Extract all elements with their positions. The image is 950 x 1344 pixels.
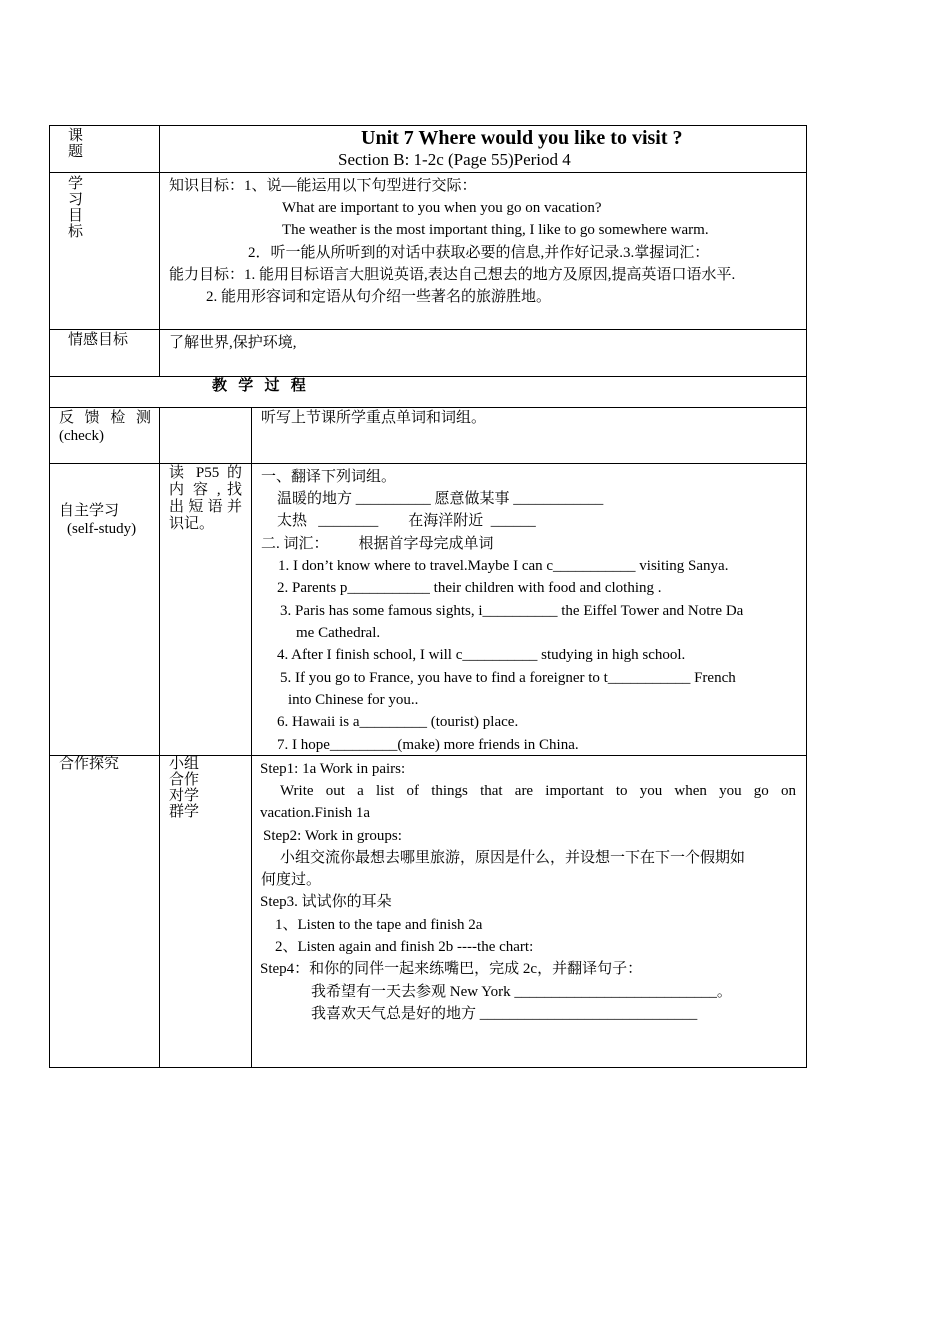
self-study-line: 2. Parents p___________ their children with food and clothing . [277, 580, 662, 596]
self-study-line: 二. 词汇： 根据首字母完成单词 [261, 536, 494, 552]
coop-method: 合作 [169, 772, 200, 788]
emotion-label: 情感目标 [68, 332, 129, 348]
self-study-line: 4. After I finish school, I will c__________ studying in high school. [277, 647, 686, 663]
page-subtitle: Section B: 1-2c (Page 55)Period 4 [338, 150, 571, 169]
coop-method: 小组 [169, 756, 200, 772]
row-divider [49, 329, 807, 330]
row-divider [49, 376, 807, 377]
page-title: Unit 7 Where would you like to visit ? [361, 127, 683, 149]
row-divider [49, 463, 807, 464]
col-divider [159, 125, 160, 376]
coop-line: 1、Listen to the tape and finish 2a [275, 917, 483, 933]
coop-line: 2、Listen again and finish 2b ----the chart: [275, 939, 534, 955]
coop-line: Step3. 试试你的耳朵 [260, 894, 392, 910]
coop-line: 我喜欢天气总是好的地方 _____________________________ [311, 1006, 698, 1022]
self-study-line: 5. If you go to France, you have to find a foreigner to t___________ French [280, 670, 736, 686]
coop-line: Step1: 1a Work in pairs: [260, 761, 406, 777]
self-study-method: 识记。 [169, 516, 215, 532]
coop-line: 我希望有一天去参观 New York ___________________________。 [311, 984, 732, 1000]
row-divider [49, 172, 807, 173]
self-study-line: me Cathedral. [296, 625, 381, 641]
self-study-line: 7. I hope_________(make) more friends in China. [277, 737, 579, 753]
coop-line: 何度过。 [261, 872, 322, 888]
col-divider [251, 407, 252, 1068]
self-study-line: 温暖的地方 __________ 愿意做某事 ____________ [277, 491, 604, 507]
coop-line: Step4：和你的同伴一起来练嘴巴，完成 2c，并翻译句子： [260, 961, 643, 977]
goals-label: 学习目标 [68, 176, 84, 240]
goals-line: What are important to you when you go on vacation? [282, 200, 602, 216]
coop-label: 合作探究 [59, 756, 120, 772]
process-heading: 教 学 过 程 [212, 378, 306, 394]
goals-line: 2. 能用形容词和定语从句介绍一些著名的旅游胜地。 [206, 289, 552, 305]
self-study-line: into Chinese for you.. [288, 692, 419, 708]
coop-line: 小组交流你最想去哪里旅游，原因是什么，并设想一下在下一个假期如 [280, 850, 746, 866]
check-label-en: (check) [59, 428, 104, 444]
self-study-method: 出 短 语 并 [169, 499, 242, 515]
self-study-label-cn: 自主学习 [59, 503, 120, 519]
self-study-method: 内 容 , 找 [169, 482, 242, 498]
header-label: 课题 [68, 128, 84, 160]
row-divider [49, 407, 807, 408]
emotion-text: 了解世界,保护环境, [169, 335, 297, 351]
row-divider [49, 755, 807, 756]
goals-line: 知识目标：1、说—能运用以下句型进行交际： [169, 178, 477, 194]
self-study-label-en: (self-study) [67, 521, 137, 537]
goals-line: 2．听一能从所听到的对话中获取必要的信息,并作好记录.3.掌握词汇： [248, 245, 710, 261]
self-study-method: 读 P55 的 [169, 465, 242, 481]
coop-line: vacation.Finish 1a [260, 805, 370, 821]
self-study-line: 太热 ________ 在海洋附近 ______ [277, 513, 536, 529]
col-divider [159, 407, 160, 1068]
coop-line: Step2: Work in groups: [263, 828, 402, 844]
coop-line: Write out a list of things that are important to you when you go on [280, 783, 796, 799]
self-study-line: 一、翻译下列词组。 [261, 469, 397, 485]
self-study-line: 6. Hawaii is a_________ (tourist) place. [277, 714, 519, 730]
coop-method: 对学 [169, 788, 200, 804]
self-study-line: 1. I don’t know where to travel.Maybe I can c___________ visiting Sanya. [278, 558, 729, 574]
check-label-cn: 反 馈 检 测 [59, 410, 151, 426]
goals-line: The weather is the most important thing, I like to go somewhere warm. [282, 222, 709, 238]
self-study-line: 3. Paris has some famous sights, i__________ the Eiffel Tower and Notre Da [280, 603, 744, 619]
goals-line: 能力目标：1. 能用目标语言大胆说英语,表达自己想去的地方及原因,提高英语口语水平. [169, 267, 736, 283]
coop-method: 群学 [169, 804, 200, 820]
check-text: 听写上节课所学重点单词和词组。 [261, 410, 487, 426]
